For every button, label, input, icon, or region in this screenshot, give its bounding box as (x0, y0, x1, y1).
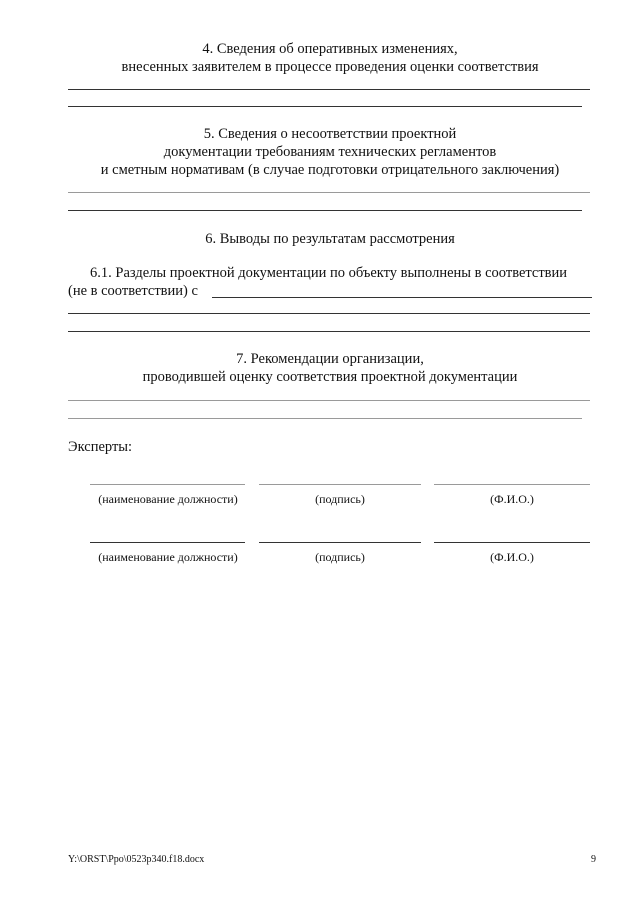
section-5-heading (60, 125, 600, 179)
expert-2-signature-caption: (подпись) (315, 550, 365, 564)
section-7-fill-line-1 (68, 400, 590, 401)
expert-2-position-line (90, 542, 245, 543)
expert-1-signature-caption: (подпись) (315, 492, 365, 506)
section-5-fill-line-2 (68, 210, 582, 211)
section-4-heading (60, 40, 600, 76)
experts-label: Эксперты: (68, 439, 133, 455)
section-7-heading (60, 350, 600, 386)
section-7-heading-line1: 7. Рекомендации организации, (236, 351, 424, 367)
section-7-heading-line2: проводившей оценку соответствия проектной документации (142, 369, 518, 385)
section-6-paragraph-line1: 6.1. Разделы проектной документации по объекту выполнены в соответствии (90, 265, 568, 281)
expert-1-name-line (434, 484, 590, 485)
section-6-fill-line-2 (68, 331, 590, 332)
expert-1-name-caption: (Ф.И.О.) (490, 492, 534, 506)
expert-2-signature-line (259, 542, 421, 543)
expert-1-signature-line (259, 484, 421, 485)
section-4-fill-line-2 (68, 106, 582, 107)
section-5-heading-line2: документации требованиям технических регламентов (163, 144, 497, 160)
section-6-heading: 6. Выводы по результатам рассмотрения (205, 231, 455, 247)
expert-1-position-caption: (наименование должности) (98, 492, 238, 506)
expert-1-position-line (90, 484, 245, 485)
expert-2-name-line (434, 542, 590, 543)
section-7-fill-line-2 (68, 418, 582, 419)
footer-file-path: Y:\ORST\Ppo\0523p340.f18.docx (68, 854, 205, 865)
section-6-paragraph-line2: (не в соответствии) с (68, 283, 198, 299)
expert-2-position-caption: (наименование должности) (98, 550, 238, 564)
section-4-fill-line-1 (68, 89, 590, 90)
footer-page-number: 9 (591, 854, 596, 865)
section-5-fill-line-1 (68, 192, 590, 193)
section-5-heading-line1: 5. Сведения о несоответствии проектной (203, 126, 457, 142)
section-4-heading-line2: внесенных заявителем в процессе проведения оценки соответствия (121, 59, 539, 75)
section-6-fill-line-1 (68, 313, 590, 314)
section-4-heading-line1: 4. Сведения об оперативных изменениях, (202, 41, 458, 57)
section-5-heading-line3: и сметным нормативам (в случае подготовки отрицательного заключения) (100, 162, 560, 178)
section-6-inline-fill-line (212, 297, 592, 298)
expert-2-name-caption: (Ф.И.О.) (490, 550, 534, 564)
